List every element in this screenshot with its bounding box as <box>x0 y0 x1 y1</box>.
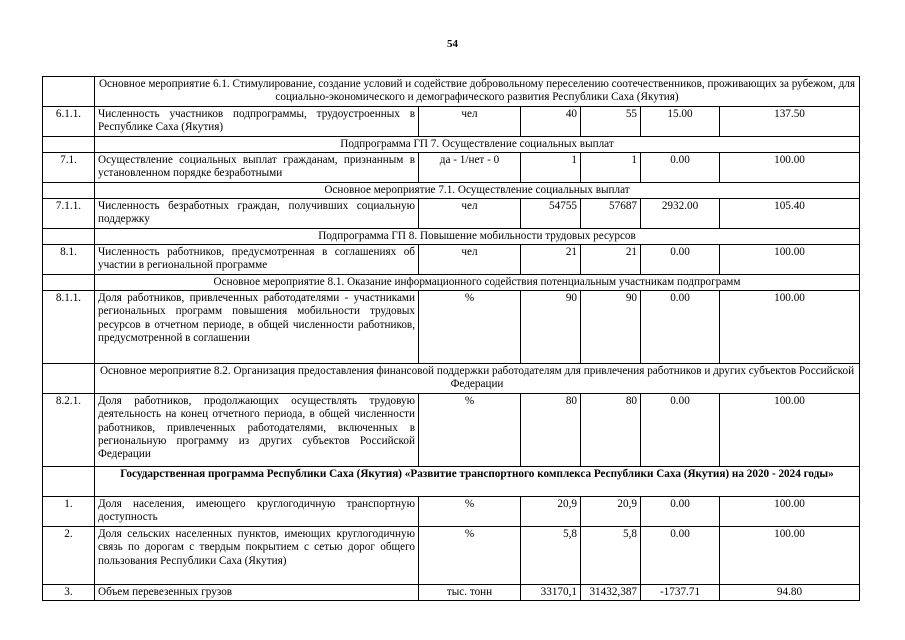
percent-cell: 105.40 <box>720 199 860 229</box>
row-number-cell: 8.1.1. <box>43 291 95 364</box>
percent-cell: 100.00 <box>720 291 860 364</box>
row-number-cell: 7.1. <box>43 153 95 183</box>
percent-cell: 137.50 <box>720 107 860 137</box>
deviation-cell: 0.00 <box>641 527 720 585</box>
section-header-row <box>43 275 860 291</box>
table-row <box>43 394 860 467</box>
indicator-name-cell: Доля сельских населенных пунктов, имеющих круглогодичную связь по дорогам с твердым покрытием с сетью дорог общего пользования Республики Саха (Якутия) <box>95 527 419 585</box>
plan-value-cell: 20,9 <box>521 497 581 527</box>
row-number-cell <box>43 364 95 394</box>
indicator-name-cell: Численность участников подпрограммы, трудоустроенных в Республике Саха (Якутия) <box>95 107 419 137</box>
section-title: Подпрограмма ГП 7. Осуществление социальных выплат <box>95 137 860 153</box>
percent-cell: 100.00 <box>720 394 860 467</box>
plan-value-cell: 40 <box>521 107 581 137</box>
section-title: Основное мероприятие 6.1. Стимулирование, создание условий и содействие добровольному переселению соотечественников, проживающих за рубежом, для социально-экономического и демографического развития Республики Саха (Якутия) <box>95 77 860 107</box>
fact-value-cell: 57687 <box>581 199 641 229</box>
percent-cell: 94.80 <box>720 585 860 601</box>
row-number-cell <box>43 229 95 245</box>
plan-value-cell: 1 <box>521 153 581 183</box>
row-number-cell: 2. <box>43 527 95 585</box>
row-number-cell: 8.2.1. <box>43 394 95 467</box>
plan-value-cell: 21 <box>521 245 581 275</box>
percent-cell: 100.00 <box>720 153 860 183</box>
unit-cell: % <box>419 291 521 364</box>
section-title: Подпрограмма ГП 8. Повышение мобильности трудовых ресурсов <box>95 229 860 245</box>
unit-cell: % <box>419 527 521 585</box>
plan-value-cell: 80 <box>521 394 581 467</box>
plan-value-cell: 33170,1 <box>521 585 581 601</box>
percent-cell: 100.00 <box>720 245 860 275</box>
deviation-cell: 0.00 <box>641 245 720 275</box>
table-row <box>43 107 860 137</box>
page-number: 54 <box>447 38 458 50</box>
unit-cell: чел <box>419 245 521 275</box>
indicator-name-cell: Доля населения, имеющего круглогодичную транспортную доступность <box>95 497 419 527</box>
section-header-row <box>43 467 860 497</box>
table-row <box>43 497 860 527</box>
table-row <box>43 245 860 275</box>
row-number-cell <box>43 275 95 291</box>
unit-cell: да - 1/нет - 0 <box>419 153 521 183</box>
table-row <box>43 585 860 601</box>
plan-value-cell: 54755 <box>521 199 581 229</box>
deviation-cell: 0.00 <box>641 497 720 527</box>
indicator-name-cell: Доля работников, привлеченных работодателями - участниками региональных программ повышения мобильности трудовых ресурсов в отчетном периоде, в общей численности работников, предусмотренной в соглашении <box>95 291 419 364</box>
unit-cell: % <box>419 497 521 527</box>
unit-cell: тыс. тонн <box>419 585 521 601</box>
indicator-name-cell: Осуществление социальных выплат гражданам, признанным в установленном порядке безработными <box>95 153 419 183</box>
table-row <box>43 153 860 183</box>
table-row <box>43 199 860 229</box>
section-title: Основное мероприятие 8.2. Организация предоставления финансовой поддержки работодателям для привлечения работников и других субъектов Российской Федерации <box>95 364 860 394</box>
indicator-name-cell: Доля работников, продолжающих осуществлять трудовую деятельность на конец отчетного периода, в общей численности работников, привлеченных работодателями, включенных в региональную программу из других субъектов Российской Федерации <box>95 394 419 467</box>
percent-cell: 100.00 <box>720 497 860 527</box>
fact-value-cell: 55 <box>581 107 641 137</box>
row-number-cell <box>43 467 95 497</box>
deviation-cell: 0.00 <box>641 291 720 364</box>
row-number-cell: 1. <box>43 497 95 527</box>
unit-cell: % <box>419 394 521 467</box>
fact-value-cell: 21 <box>581 245 641 275</box>
indicator-name-cell: Численность работников, предусмотренная в соглашениях об участии в региональной программе <box>95 245 419 275</box>
percent-cell: 100.00 <box>720 527 860 585</box>
fact-value-cell: 1 <box>581 153 641 183</box>
unit-cell: чел <box>419 199 521 229</box>
table-body <box>43 77 860 601</box>
section-header-row <box>43 77 860 107</box>
plan-value-cell: 90 <box>521 291 581 364</box>
deviation-cell: -1737.71 <box>641 585 720 601</box>
section-title: Основное мероприятие 8.1. Оказание информационного содействия потенциальным участникам подпрограмм <box>95 275 860 291</box>
section-header-row <box>43 183 860 199</box>
section-header-row <box>43 137 860 153</box>
row-number-cell <box>43 77 95 107</box>
section-title: Государственная программа Республики Саха (Якутия) «Развитие транспортного комплекса Республики Саха (Якутия) на 2020 - 2024 годы» <box>95 467 860 497</box>
unit-cell: чел <box>419 107 521 137</box>
row-number-cell: 7.1.1. <box>43 199 95 229</box>
row-number-cell <box>43 137 95 153</box>
fact-value-cell: 90 <box>581 291 641 364</box>
indicator-name-cell: Численность безработных граждан, получивших социальную поддержку <box>95 199 419 229</box>
section-header-row <box>43 364 860 394</box>
fact-value-cell: 5,8 <box>581 527 641 585</box>
fact-value-cell: 80 <box>581 394 641 467</box>
report-table <box>42 76 860 601</box>
deviation-cell: 0.00 <box>641 394 720 467</box>
table-row <box>43 527 860 585</box>
row-number-cell: 3. <box>43 585 95 601</box>
plan-value-cell: 5,8 <box>521 527 581 585</box>
section-header-row <box>43 229 860 245</box>
indicator-name-cell: Объем перевезенных грузов <box>95 585 419 601</box>
deviation-cell: 0.00 <box>641 153 720 183</box>
deviation-cell: 15.00 <box>641 107 720 137</box>
row-number-cell: 8.1. <box>43 245 95 275</box>
table-row <box>43 291 860 364</box>
deviation-cell: 2932.00 <box>641 199 720 229</box>
row-number-cell <box>43 183 95 199</box>
fact-value-cell: 20,9 <box>581 497 641 527</box>
section-title: Основное мероприятие 7.1. Осуществление социальных выплат <box>95 183 860 199</box>
row-number-cell: 6.1.1. <box>43 107 95 137</box>
fact-value-cell: 31432,387 <box>581 585 641 601</box>
